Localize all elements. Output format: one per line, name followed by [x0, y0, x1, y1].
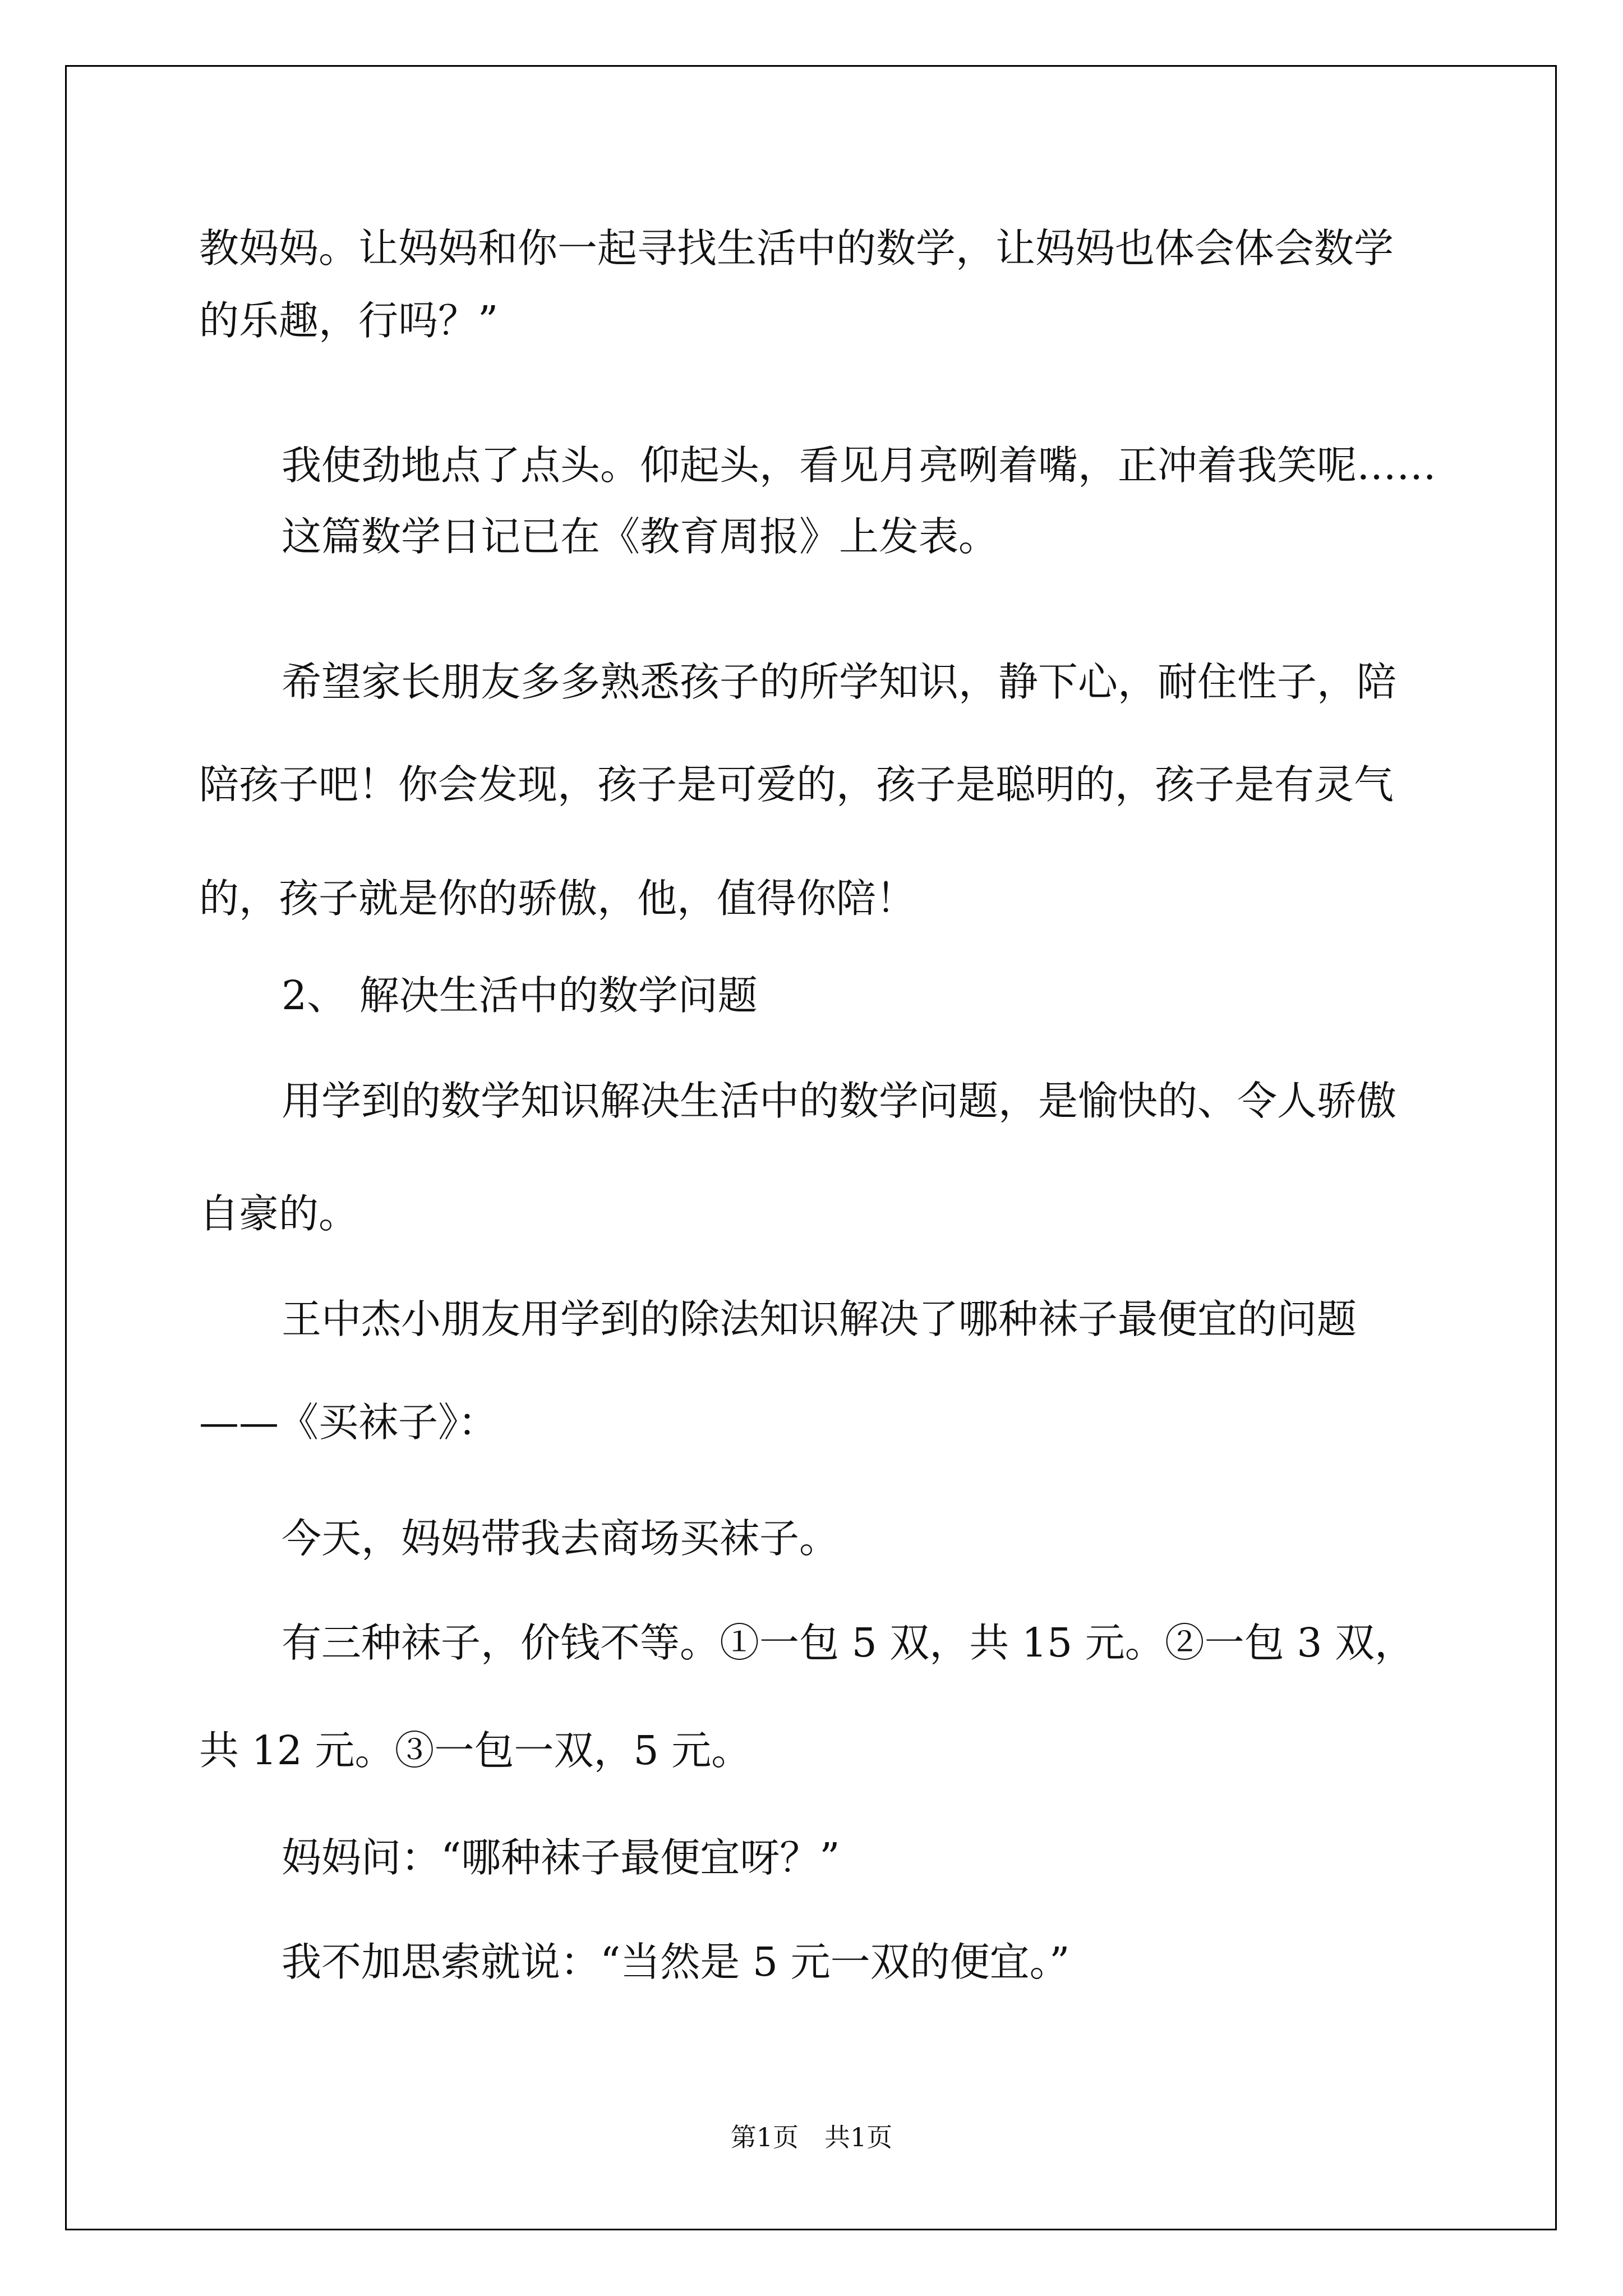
text-line: 我使劲地点了点头。仰起头，看见月亮咧着嘴，正冲着我笑呢……: [282, 442, 1437, 489]
text-line: 这篇数学日记已在《教育周报》上发表。: [282, 513, 999, 560]
text-line: 共 12 元。③一包一双，5 元。: [199, 1727, 751, 1774]
text-line: 自豪的。: [199, 1190, 359, 1237]
text-line: 今天，妈妈带我去商场买袜子。: [282, 1515, 840, 1562]
text-line: 王中杰小朋友用学到的除法知识解决了哪种袜子最便宜的问题: [282, 1296, 1357, 1342]
text-line: 的乐趣，行吗？”: [199, 297, 499, 344]
text-line: 用学到的数学知识解决生活中的数学问题，是愉快的、令人骄傲: [282, 1078, 1397, 1124]
section-heading: 2、 解决生活中的数学问题: [282, 972, 758, 1019]
text-line: 教妈妈。让妈妈和你一起寻找生活中的数学，让妈妈也体会体会数学: [199, 225, 1394, 272]
text-line: 妈妈问：“哪种袜子最便宜呀？”: [282, 1834, 840, 1881]
page-number-footer: 第1页 共1页: [730, 2122, 893, 2152]
text-line: 的，孩子就是你的骄傲，他，值得你陪！: [199, 875, 916, 922]
text-line: 陪孩子吧！你会发现，孩子是可爱的，孩子是聪明的，孩子是有灵气: [199, 761, 1394, 808]
text-line: 希望家长朋友多多熟悉孩子的所学知识，静下心，耐住性子，陪: [282, 659, 1397, 705]
text-line: 有三种袜子，价钱不等。①一包 5 双，共 15 元。②一包 3 双，: [282, 1619, 1415, 1666]
page-border: [65, 65, 1557, 2230]
text-line: ——《买袜子》：: [199, 1399, 498, 1446]
text-line: 我不加思索就说：“当然是 5 元一双的便宜。”: [282, 1939, 1070, 1985]
